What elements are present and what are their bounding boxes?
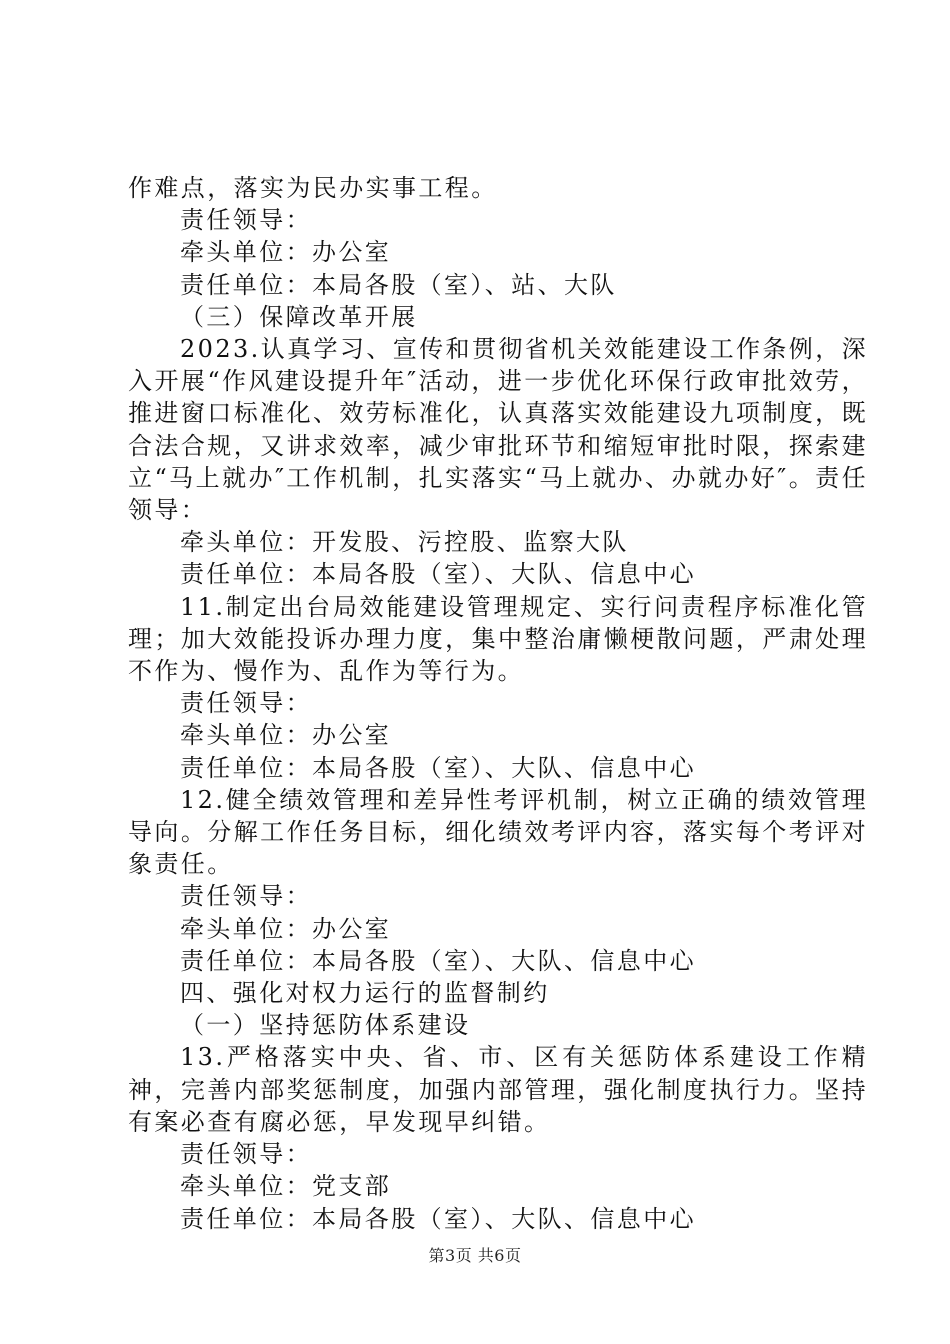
paragraph: 牵头单位：办公室: [180, 914, 392, 943]
paragraph: 责任领导：: [180, 1140, 312, 1169]
paragraph: 作难点，落实为民办实事工程。: [128, 174, 498, 202]
paragraph: 责任领导：: [180, 882, 312, 911]
section-heading: （三）保障改革开展: [180, 302, 418, 331]
paragraph: 13.严格落实中央、省、市、区有关惩防体系建设工作精神，完善内部奖惩制度，加强内部管理，强化制度执行力。坚持有案必查有腐必惩，早发现早纠错。: [128, 1043, 868, 1136]
paragraph: 2023.认真学习、宣传和贯彻省机关效能建设工作条例，深入开展“作风建设提升年″活动，进一步优化环保行政审批效劳，推进窗口标准化、效劳标准化，认真落实效能建设九项制度，既合法合规，又讲求效率，减少审批环节和缩短审批时限，探索建立“马上就办″工作机制，扎实落实“马上就办、办就办好″。责任领导：: [128, 335, 868, 525]
paragraph: 牵头单位：办公室: [180, 721, 392, 750]
paragraph: 牵头单位：党支部: [180, 1172, 392, 1201]
paragraph: 12.健全绩效管理和差异性考评机制，树立正确的绩效管理导向。分解工作任务目标，细化绩效考评内容，落实每个考评对象责任。: [128, 785, 868, 879]
paragraph: 责任单位：本局各股（室）、大队、信息中心: [180, 946, 696, 975]
section-heading: （一）坚持惩防体系建设: [180, 1011, 471, 1040]
paragraph: 责任单位：本局各股（室）、大队、信息中心: [180, 753, 696, 782]
paragraph: 牵头单位：开发股、污控股、监察大队: [180, 528, 629, 557]
section-heading: 四、强化对权力运行的监督制约: [180, 979, 550, 1008]
paragraph: 牵头单位：办公室: [180, 238, 392, 267]
paragraph: 责任单位：本局各股（室）、大队、信息中心: [180, 560, 696, 589]
paragraph: 责任单位：本局各股（室）、站、大队: [180, 270, 617, 299]
page-number: 第3页 共6页: [428, 1246, 522, 1265]
paragraph: 责任领导：: [180, 206, 312, 235]
paragraph: 责任领导：: [180, 689, 312, 718]
document-body: [128, 172, 868, 1235]
paragraph: 11.制定出台局效能建设管理规定、实行问责程序标准化管理；加大效能投诉办理力度，集中整治庸懒梗散问题，严肃处理不作为、慢作为、乱作为等行为。: [128, 592, 868, 686]
paragraph: 责任单位：本局各股（室）、大队、信息中心: [180, 1204, 696, 1233]
